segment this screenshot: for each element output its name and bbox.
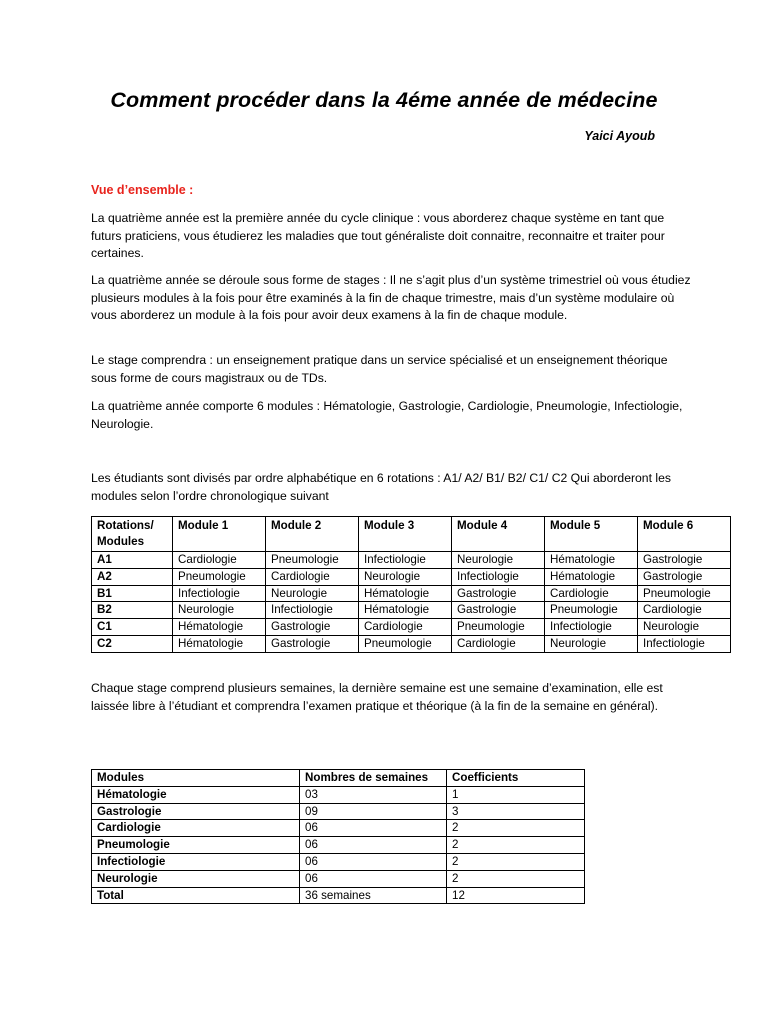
table-row bbox=[92, 786, 585, 803]
table-cell: Pneumologie bbox=[266, 552, 359, 569]
section-heading: Vue d’ensemble : bbox=[91, 183, 194, 197]
rotation-cell: B1 bbox=[92, 585, 173, 602]
weeks-cell: 03 bbox=[300, 786, 447, 803]
header-cell-rotations: Rotations/ Modules bbox=[92, 517, 173, 552]
table-cell: Neurologie bbox=[638, 619, 731, 636]
module-cell: Neurologie bbox=[92, 870, 300, 887]
table-cell: Gastrologie bbox=[638, 568, 731, 585]
rotation-cell: C1 bbox=[92, 619, 173, 636]
table-row bbox=[92, 602, 731, 619]
header-cell-weeks: Nombres de semaines bbox=[300, 770, 447, 787]
table-row-total bbox=[92, 887, 585, 904]
paragraph-rotations: Les étudiants sont divisés par ordre alphabétique en 6 rotations : A1/ A2/ B1/ B2/ C1/ C2 Qui aborderont les modules selon l’ordre chronologique suivant bbox=[91, 471, 671, 503]
header-cell-module-6: Module 6 bbox=[638, 517, 731, 552]
table-cell: Gastrologie bbox=[266, 619, 359, 636]
table-row bbox=[92, 568, 731, 585]
weeks-cell: 06 bbox=[300, 870, 447, 887]
coefficient-cell: 2 bbox=[447, 870, 585, 887]
table-cell: Cardiologie bbox=[173, 552, 266, 569]
table-header-row bbox=[92, 770, 585, 787]
table-cell: Neurologie bbox=[452, 552, 545, 569]
table-cell: Hématologie bbox=[173, 635, 266, 652]
table-cell: Infectiologie bbox=[638, 635, 731, 652]
module-cell: Total bbox=[92, 887, 300, 904]
table-cell: Infectiologie bbox=[359, 552, 452, 569]
table-cell: Cardiologie bbox=[545, 585, 638, 602]
table-cell: Infectiologie bbox=[452, 568, 545, 585]
weeks-cell: 06 bbox=[300, 820, 447, 837]
module-cell: Gastrologie bbox=[92, 803, 300, 820]
table-row bbox=[92, 803, 585, 820]
table-cell: Cardiologie bbox=[266, 568, 359, 585]
table-cell: Neurologie bbox=[173, 602, 266, 619]
coefficient-cell: 12 bbox=[447, 887, 585, 904]
table-cell: Hématologie bbox=[173, 619, 266, 636]
weeks-coefficients-table bbox=[91, 769, 585, 904]
header-cell-coefficients: Coefficients bbox=[447, 770, 585, 787]
paragraph-modules: La quatrième année comporte 6 modules : Hématologie, Gastrologie, Cardiologie, Pneumologie, Infectiologie, Neurologie. bbox=[91, 399, 683, 431]
table-header-row bbox=[92, 517, 731, 552]
table-row bbox=[92, 585, 731, 602]
header-cell-module-2: Module 2 bbox=[266, 517, 359, 552]
header-cell-module-3: Module 3 bbox=[359, 517, 452, 552]
coefficient-cell: 3 bbox=[447, 803, 585, 820]
table-row bbox=[92, 837, 585, 854]
table-cell: Infectiologie bbox=[173, 585, 266, 602]
table-cell: Neurologie bbox=[266, 585, 359, 602]
rotation-cell: A2 bbox=[92, 568, 173, 585]
author-name: Yaici Ayoub bbox=[584, 129, 655, 143]
weeks-cell: 06 bbox=[300, 853, 447, 870]
rotation-table bbox=[91, 516, 731, 653]
table-row bbox=[92, 619, 731, 636]
table-cell: Hématologie bbox=[545, 568, 638, 585]
weeks-cell: 09 bbox=[300, 803, 447, 820]
table-row bbox=[92, 820, 585, 837]
table-row bbox=[92, 552, 731, 569]
header-cell-modules: Modules bbox=[92, 770, 300, 787]
coefficient-cell: 2 bbox=[447, 820, 585, 837]
document-title: Comment procéder dans la 4éme année de médecine bbox=[110, 88, 658, 112]
table-cell: Infectiologie bbox=[545, 619, 638, 636]
table-cell: Pneumologie bbox=[452, 619, 545, 636]
table-cell: Hématologie bbox=[359, 602, 452, 619]
table-row bbox=[92, 870, 585, 887]
paragraph-weeks: Chaque stage comprend plusieurs semaines, la dernière semaine est une semaine d’examination, elle est laissée libre à l’étudiant et comprendra l’examen pratique et théorique (à la fin de la semaine en général). bbox=[91, 681, 663, 713]
table-cell: Cardiologie bbox=[638, 602, 731, 619]
paragraph-stage-content: Le stage comprendra : un enseignement pratique dans un service spécialisé et un enseignement théorique sous forme de cours magistraux ou de TDs. bbox=[91, 353, 668, 385]
paragraph-intro: La quatrième année est la première année du cycle clinique : vous aborderez chaque système en tant que futurs praticiens, vous étudierez les maladies que tout généraliste doit connaitre, reconnaitre et traiter pour certaines. bbox=[91, 211, 665, 261]
module-cell: Cardiologie bbox=[92, 820, 300, 837]
table-cell: Infectiologie bbox=[266, 602, 359, 619]
table-cell: Cardiologie bbox=[452, 635, 545, 652]
table-cell: Pneumologie bbox=[545, 602, 638, 619]
table-cell: Cardiologie bbox=[359, 619, 452, 636]
rotation-cell: C2 bbox=[92, 635, 173, 652]
coefficient-cell: 2 bbox=[447, 837, 585, 854]
table-cell: Gastrologie bbox=[266, 635, 359, 652]
header-cell-module-1: Module 1 bbox=[173, 517, 266, 552]
table-cell: Pneumologie bbox=[359, 635, 452, 652]
module-cell: Hématologie bbox=[92, 786, 300, 803]
table-row bbox=[92, 853, 585, 870]
table-cell: Hématologie bbox=[359, 585, 452, 602]
header-cell-module-4: Module 4 bbox=[452, 517, 545, 552]
table-cell: Gastrologie bbox=[452, 602, 545, 619]
paragraph-stages: La quatrième année se déroule sous forme de stages : Il ne s’agit plus d’un système trimestriel où vous étudiez plusieurs modules à la fois pour être examinés à la fin de chaque trimestre, mais d’un système modulaire où vous aborderez un module à la fois pour avoir deux examens à la fin de chaque module. bbox=[91, 273, 691, 323]
weeks-cell: 36 semaines bbox=[300, 887, 447, 904]
rotation-cell: B2 bbox=[92, 602, 173, 619]
coefficient-cell: 1 bbox=[447, 786, 585, 803]
rotation-cell: A1 bbox=[92, 552, 173, 569]
table-cell: Gastrologie bbox=[452, 585, 545, 602]
module-cell: Pneumologie bbox=[92, 837, 300, 854]
table-cell: Gastrologie bbox=[638, 552, 731, 569]
coefficient-cell: 2 bbox=[447, 853, 585, 870]
table-row bbox=[92, 635, 731, 652]
header-cell-module-5: Module 5 bbox=[545, 517, 638, 552]
table-cell: Pneumologie bbox=[173, 568, 266, 585]
table-cell: Hématologie bbox=[545, 552, 638, 569]
table-cell: Neurologie bbox=[359, 568, 452, 585]
table-cell: Pneumologie bbox=[638, 585, 731, 602]
module-cell: Infectiologie bbox=[92, 853, 300, 870]
weeks-cell: 06 bbox=[300, 837, 447, 854]
table-cell: Neurologie bbox=[545, 635, 638, 652]
